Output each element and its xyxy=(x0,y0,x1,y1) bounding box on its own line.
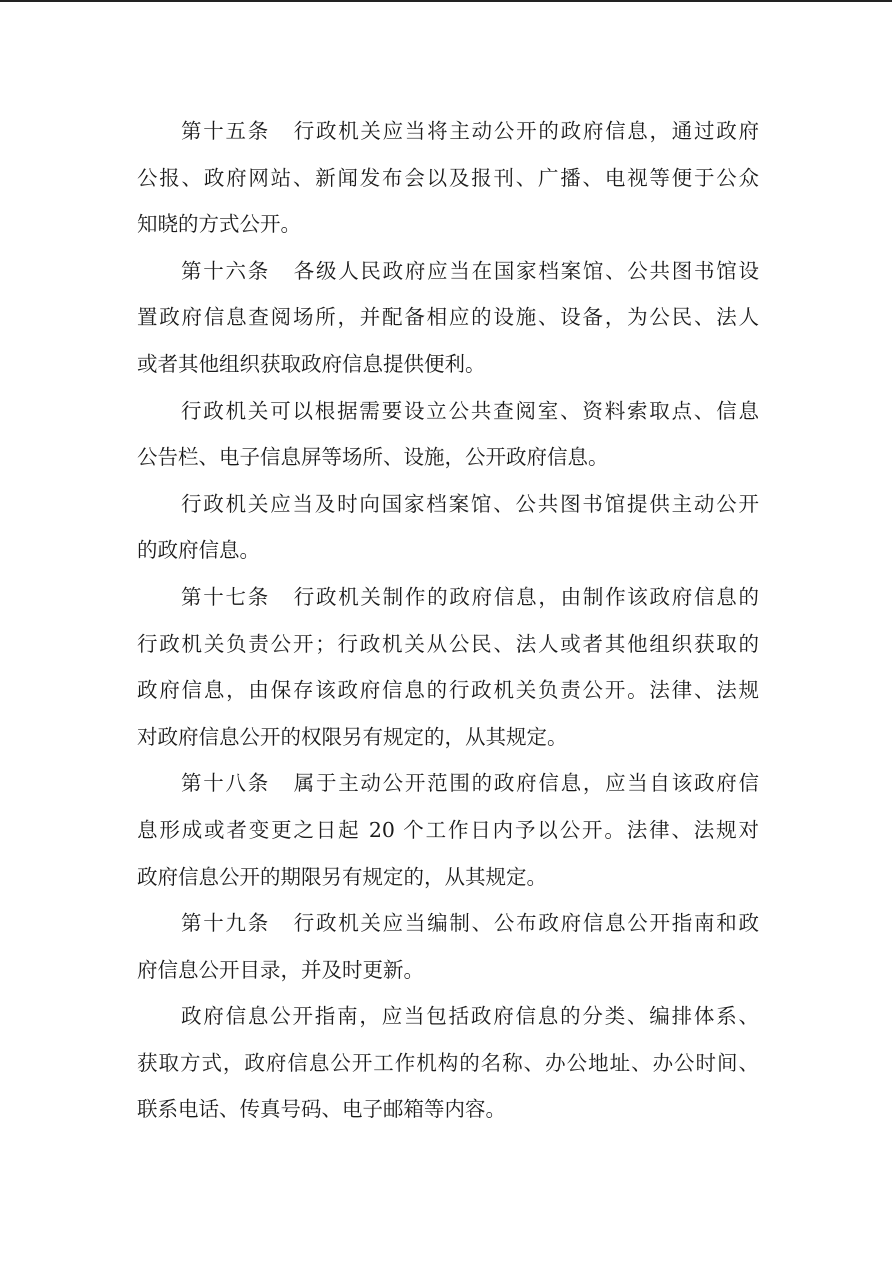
text-line: 获取方式，政府信息公开工作机构的名称、办公地址、办公时间、 xyxy=(137,1050,759,1075)
text-line xyxy=(137,574,759,621)
text-line: 政府信息公开指南，应当包括政府信息的分类、编排体系、 xyxy=(181,1004,759,1029)
text-line xyxy=(137,248,759,295)
text-line: 行政机关可以根据需要设立公共查阅室、资料索取点、信息 xyxy=(181,398,759,423)
article-number: 第十五条 xyxy=(181,119,270,143)
text-line: 对政府信息公开的权限另有规定的，从其规定。 xyxy=(137,724,568,749)
article-text: 行政机关制作的政府信息，由制作该政府信息的 xyxy=(291,584,759,609)
text-line: 或者其他组织获取政府信息提供便利。 xyxy=(137,351,486,376)
text-line: 公报、政府网站、新闻发布会以及报刊、广播、电视等便于公众 xyxy=(137,165,759,190)
article-number: 第十七条 xyxy=(181,584,270,609)
text-line: 政府信息，由保存该政府信息的行政机关负责公开。法律、法规 xyxy=(137,678,759,703)
text-line: 府信息公开目录，并及时更新。 xyxy=(137,957,424,982)
article-text: 各级人民政府应当在国家档案馆、公共图书馆设 xyxy=(291,258,759,283)
article-text: 行政机关应当将主动公开的政府信息，通过政府 xyxy=(291,119,759,143)
text-line: 公告栏、电子信息屏等场所、设施，公开政府信息。 xyxy=(137,445,609,470)
text-line xyxy=(137,900,759,947)
text-line: 行政机关应当及时向国家档案馆、公共图书馆提供主动公开 xyxy=(181,491,759,516)
text-line: 置政府信息查阅场所，并配备相应的设施、设备，为公民、法人 xyxy=(137,305,759,330)
article-text: 属于主动公开范围的政府信息，应当自该政府信 xyxy=(291,771,759,796)
text-line: 的政府信息。 xyxy=(137,538,260,563)
document-body xyxy=(137,108,759,1133)
text-line: 联系电话、传真号码、电子邮箱等内容。 xyxy=(137,1097,506,1122)
article-number: 第十八条 xyxy=(181,771,270,796)
top-border-line xyxy=(0,0,892,2)
text-line: 息形成或者变更之日起 20 个工作日内予以公开。法律、法规对 xyxy=(137,817,759,842)
article-text: 行政机关应当编制、公布政府信息公开指南和政 xyxy=(291,911,759,936)
article-number: 第十九条 xyxy=(181,911,270,936)
text-line xyxy=(137,760,759,807)
text-line: 行政机关负责公开；行政机关从公民、法人或者其他组织获取的 xyxy=(137,631,759,656)
text-line: 政府信息公开的期限另有规定的，从其规定。 xyxy=(137,864,547,889)
text-line xyxy=(137,108,759,155)
article-number: 第十六条 xyxy=(181,258,270,283)
text-line: 知晓的方式公开。 xyxy=(137,212,301,237)
